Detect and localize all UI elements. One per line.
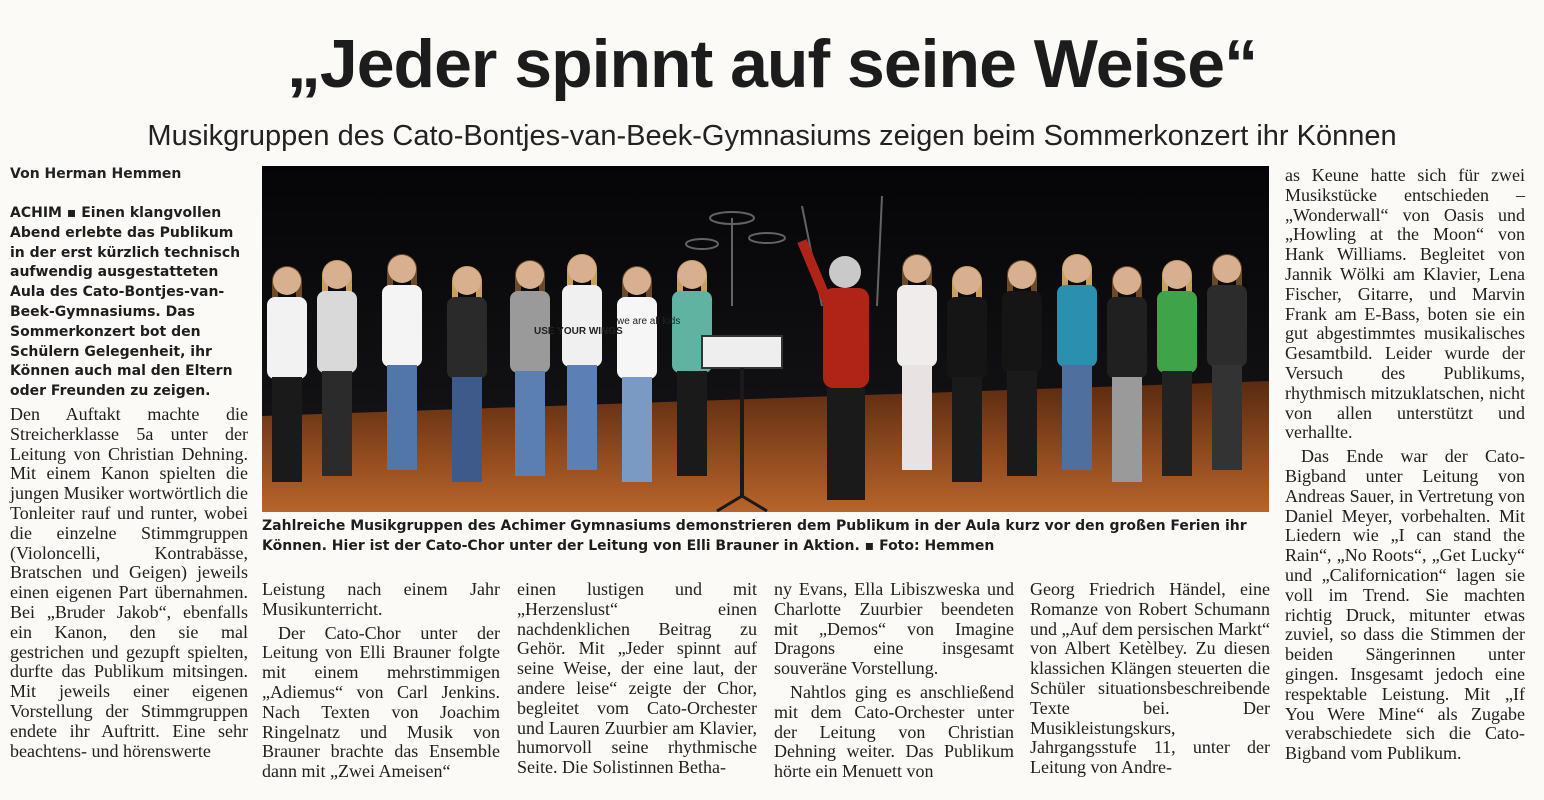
singer-figure — [903, 255, 931, 283]
choir-photo-illustration — [262, 166, 1269, 512]
singer-figure — [953, 267, 981, 295]
singer-figure — [1113, 267, 1141, 295]
text-column-4 — [774, 580, 1014, 782]
singer-figure — [323, 261, 351, 289]
singer-figure — [447, 297, 487, 379]
paragraph: Der Cato-Chor unter der Leitung von Elli Brauner folgte mit einem mehrstimmigen „Adiemus“ von Carl Jenkins. Nach Texten von Joachim Ringelnatz und Musik von Brauner brachte das Ensemble dann mit „Zwei Ameisen“ — [262, 622, 500, 782]
paragraph: as Keune hatte sich für zwei Musikstücke entschieden – „Wonderwall“ von Oasis und „Howling at the Moon“ von Hank Williams. Begleitet von Jannik Wölki am Klavier, Lena Fischer, Gitarre, und Marvin Frank am E-Bass, boten sie ein gut abgestimmtes musikalisches Gesamtbild. Leider wurde der Versuch des Publikums, rhythmisch mitzuklatschen, nicht von allen unterstützt und verhallte. — [1285, 165, 1525, 443]
paragraph: Das Ende war der Cato-Bigband unter Leitung von Andreas Sauer, in Vertretung von Daniel Meyer, vorbehalten. Mit Liedern wie „I can stand the Rain“, „No Roots“, „Get Lucky“ und „Californication“ lagen sie voll im Trend. Sie machten richtig Druck, mitunter etwas zuviel, so dass die Stimmen der beiden Sängerinnen unter gingen. Insgesamt jedoch eine respektable Leistung. Mit „If You Were Mine“ als Zugabe verabschiedete sich die Cato-Bigband vom Publikum. — [1285, 446, 1525, 764]
text-column-6 — [1285, 166, 1525, 764]
singer-figure — [1063, 255, 1091, 283]
singer-figure — [516, 261, 544, 289]
singer-figure — [1157, 291, 1197, 373]
singer-figure — [568, 255, 596, 283]
singer-figure — [617, 297, 657, 379]
singer-figure — [1107, 297, 1147, 379]
shirt-text-wings: USE YOUR WINGS — [534, 326, 623, 337]
singer-figure — [273, 267, 301, 295]
singer-figure — [388, 255, 416, 283]
singer-figure — [623, 267, 651, 295]
singer-figure — [897, 285, 937, 367]
singer-figure — [267, 297, 307, 379]
text-column-2 — [262, 580, 500, 782]
singer-figure — [1002, 291, 1042, 373]
paragraph: Georg Friedrich Händel, eine Romanze von Robert Schumann und „Auf dem persischen Markt“ von Albert Ketèlbey. Zu diesen klassichen Klängen steuerten die Schüler situationsbeschreibende Texte bei. Der Musikleistungskurs, Jahrgangsstufe 11, unter der Leitung von Andre- — [1030, 579, 1270, 778]
singer-figure — [1008, 261, 1036, 289]
paragraph: Leistung nach einem Jahr Musikunterricht. — [262, 579, 500, 619]
singer-figure — [453, 267, 481, 295]
singer-figure — [902, 365, 932, 470]
singer-figure — [677, 371, 707, 476]
singer-figure — [567, 365, 597, 470]
singer-figure — [1062, 365, 1092, 470]
singer-figure — [1112, 377, 1142, 482]
singer-figure — [322, 371, 352, 476]
singer-figure — [1207, 285, 1247, 367]
article-lead: ACHIM ▪ Einen klangvollen Abend erlebte das Publikum in der erst kürzlich technisch aufwendig ausgestatteten Aula des Cato-Bontjes-van-Beek-Gymnasiums. Das Sommerkonzert bot den Schülern Gelegenheit, ihr Können auch mal den Eltern oder Freunden zu zeigen. — [10, 205, 241, 400]
paragraph: Den Auftakt machte die Streicherklasse 5a unter der Leitung von Christian Dehning. Mit einem Kanon spielten die jungen Musiker wortwörtlich die Tonleiter rauf und runter, wobei die einzelne Stimmgruppen (Violoncelli, Kontrabässe, Bratschen und Geigen) jeweils einen eigenen Part übernahmen. Bei „Bruder Jakob“, ebenfalls ein Kanon, den sie mal gestrichen und gezupft spielten, durfte das Publikum mitsingen. Mit jeweils einer eigenen Vorstellung der Stimmgruppen endete ihr Auftritt. Eine sehr beachtens- und hörenswerte — [10, 404, 248, 761]
photo-caption: Zahlreiche Musikgruppen des Achimer Gymnasiums demonstrieren dem Publikum in der Aula kurz vor den großen Ferien ihr Können. Hier ist der Cato-Chor unter der Leitung von Elli Brauner in Aktion. ▪ Foto: Hemmen — [262, 518, 1247, 554]
singer-figure — [452, 377, 482, 482]
singer-figure — [272, 377, 302, 482]
paragraph: ny Evans, Ella Libiszweska und Charlotte Zuurbier beendeten mit „Demos“ von Imagine Dragons eine insgesamt souveräne Vorstellung. — [774, 579, 1014, 679]
paragraph: Nahtlos ging es anschließend mit dem Cato-Orchester unter der Leitung von Christian Dehning weiter. Das Publikum hörte ein Menuett von — [774, 681, 1014, 782]
article-subheadline: Musikgruppen des Cato-Bontjes-van-Beek-Gymnasiums zeigen beim Sommerkonzert ihr Können — [147, 120, 1397, 152]
text-column-5 — [1030, 580, 1270, 778]
singer-figure — [515, 371, 545, 476]
singer-figure — [1163, 261, 1191, 289]
singer-figure — [952, 377, 982, 482]
singer-figure — [947, 297, 987, 379]
singer-figure — [1213, 255, 1241, 283]
singer-figure — [1057, 285, 1097, 367]
text-column-1 — [10, 405, 248, 761]
paragraph: einen lustigen und mit „Herzenslust“ einen nachdenklichen Beitrag zu Gehör. Mit „Jeder spinnt auf seine Weise, der eine laut, der andere leise“ zeigte der Chor, begleitet vom Cato-Orchester und Lauren Zuurbier am Klavier, humorvoll seine rhythmische Seite. Die Solistinnen Betha- — [517, 579, 757, 778]
singer-figure — [317, 291, 357, 373]
concert-photo — [262, 166, 1269, 512]
article-byline: Von Herman Hemmen — [10, 166, 182, 182]
singer-figure — [1007, 371, 1037, 476]
text-column-3 — [517, 580, 757, 778]
singer-figure — [387, 365, 417, 470]
singer-figure — [1212, 365, 1242, 470]
singer-figure — [678, 261, 706, 289]
singer-figure — [382, 285, 422, 367]
singer-figure — [622, 377, 652, 482]
shirt-text-kids: we are all kids — [617, 316, 681, 327]
singer-figure — [1162, 371, 1192, 476]
article-headline: „Jeder spinnt auf seine Weise“ — [286, 26, 1258, 102]
